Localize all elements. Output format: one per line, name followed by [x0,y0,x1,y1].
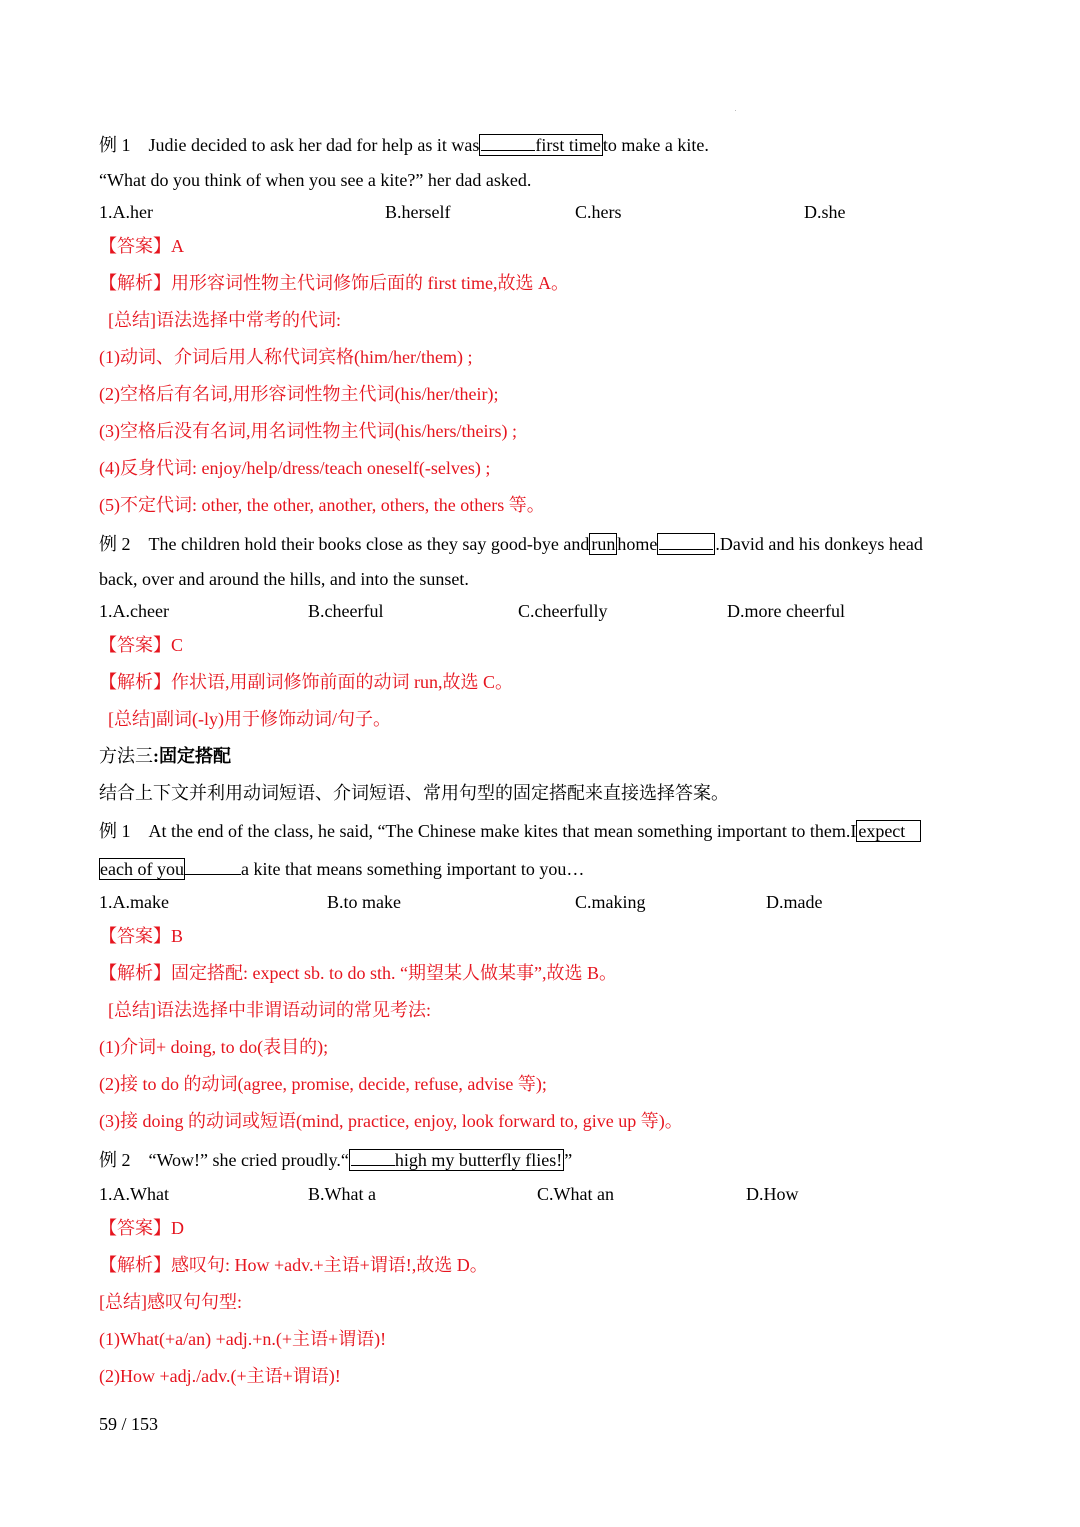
summary-point: (2)How +adj./adv.(+主语+谓语)! [99,1366,341,1386]
example-label: 例 2 [99,1150,131,1170]
section-description: 结合上下文并利用动词短语、介词短语、常用句型的固定搭配来直接选择答案。 [99,783,729,803]
ex2-question-line1 [99,531,923,556]
example-label: 例 2 [99,534,131,554]
option-b: B.herself [385,202,451,222]
question-text: Judie decided to ask her dad for help as it was [148,135,480,155]
option-d: D.How [746,1184,799,1204]
summary-title: [总结]语法选择中常考的代词: [108,310,341,330]
summary-point: (4)反身代词: enjoy/help/dress/teach oneself(-selves) ; [99,458,491,478]
boxed-word [856,820,920,842]
option-b: B.to make [327,892,401,912]
example-label: 例 1 [99,135,131,155]
boxed-word: run [591,534,616,554]
summary-title: [总结]语法选择中非谓语动词的常见考法: [108,1000,431,1020]
boxed-blank [657,533,715,555]
boxed-text: first time [535,135,601,155]
ex1-options [99,200,979,224]
answer: 【答案】C [99,635,184,655]
ex4-question-line1 [99,1147,572,1172]
summary-point: (1)介词+ doing, to do(表目的); [99,1037,329,1057]
example-label: 例 1 [99,821,131,841]
option-b: B.What a [308,1184,376,1204]
option-b: B.cheerful [308,601,384,621]
option-c: C.hers [575,202,622,222]
analysis: 【解析】固定搭配: expect sb. to do sth. “期望某人做某事”,故选 B。 [99,963,617,983]
answer-blank [481,132,535,151]
summary-point: (3)空格后没有名词,用名词性物主代词(his/hers/theirs) ; [99,421,517,441]
summary-point: (2)空格后有名词,用形容词性物主代词(his/her/their); [99,384,499,404]
option-c: C.What an [537,1184,614,1204]
boxed-phrase [349,1149,564,1171]
boxed-phrase [479,134,603,156]
boxed-text: expect [858,821,906,841]
answer-blank [659,531,713,550]
ex1-question-line2: “What do you think of when you see a kite?” her dad asked. [99,170,532,190]
analysis: 【解析】感叹句: How +adv.+主语+谓语!,故选 D。 [99,1255,488,1275]
option-c: C.cheerfully [518,601,608,621]
option-a: 1.A.What [99,1184,169,1204]
summary-point: (3)接 doing 的动词或短语(mind, practice, enjoy, look forward to, give up 等)。 [99,1111,683,1131]
summary-point: (2)接 to do 的动词(agree, promise, decide, refuse, advise 等); [99,1074,547,1094]
option-a: 1.A.cheer [99,601,169,621]
ex2-question-line2: back, over and around the hills, and into the sunset. [99,569,469,589]
analysis: 【解析】用形容词性物主代词修饰后面的 first time,故选 A。 [99,273,569,293]
option-d: D.made [766,892,823,912]
summary-point: (1)动词、介词后用人称代词宾格(him/her/them) ; [99,347,473,367]
option-d: D.she [804,202,846,222]
option-a: 1.A.her [99,202,153,222]
boxed-text: high my butterfly flies! [394,1150,563,1170]
page-number: 59 / 153 [99,1414,159,1434]
question-text-mid: home [617,534,658,554]
answer: 【答案】A [99,236,184,256]
question-text-end: to make a kite. [602,135,709,155]
option-d: D.more cheerful [727,601,845,621]
ex3-question-line2 [99,856,584,881]
option-c: C.making [575,892,646,912]
summary-title: [总结]副词(-ly)用于修饰动词/句子。 [108,709,391,729]
summary-title: [总结]感叹句句型: [99,1292,242,1312]
question-text: At the end of the class, he said, “The Chinese make kites that mean something important to them.I [148,821,857,841]
question-text-end: ” [564,1150,573,1170]
answer-blank [185,856,241,875]
ex3-question-line1 [99,819,921,843]
summary-point: (1)What(+a/an) +adj.+n.(+主语+谓语)! [99,1329,387,1349]
ex4-options [99,1182,979,1206]
ex1-question-line1 [99,132,709,157]
option-a: 1.A.make [99,892,169,912]
scan-dot [735,110,736,111]
answer: 【答案】B [99,926,184,946]
answer: 【答案】D [99,1218,184,1238]
section-heading [99,744,231,768]
ex2-options [99,599,979,623]
question-text: “Wow!” she cried proudly.“ [148,1150,349,1170]
question-text-end: a kite that means something important to you… [240,859,585,879]
question-text-end: .David and his donkeys head [715,534,923,554]
heading-label: 方法三 [99,746,153,766]
analysis: 【解析】作状语,用副词修饰前面的动词 run,故选 C。 [99,672,513,692]
summary-point: (5)不定代词: other, the other, another, others, the others 等。 [99,495,545,515]
ex3-options [99,890,979,914]
question-text: The children hold their books close as they say good-bye and [148,534,590,554]
boxed-phrase: each of you [100,859,184,879]
heading-title: :固定搭配 [153,746,231,766]
answer-blank [351,1147,395,1166]
